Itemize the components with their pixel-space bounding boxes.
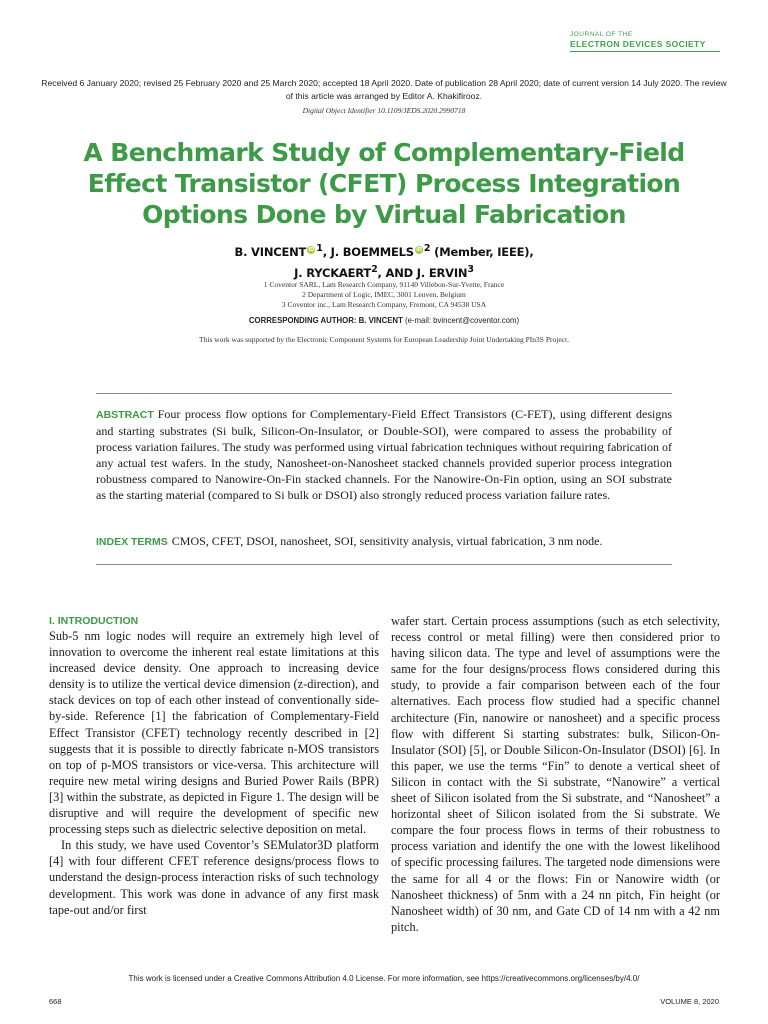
index-terms (96, 533, 672, 550)
author-list (40, 240, 728, 282)
author-affiliation-mark: 3 (467, 263, 474, 275)
journal-name-small: JOURNAL OF THE (570, 31, 633, 38)
page-number: 668 (49, 997, 62, 1006)
author-name: J. RYCKAERT (294, 265, 372, 280)
body-paragraph: Sub-5 nm logic nodes will require an extremely high level of innovation to overcome the inherent real estate limitations at this increased device density. One approach to increasing device density is to utilize the vertical device dimension (z-direction), and stack devices on top of each other instead of conventionally side-by-side. Reference [1] the fabrication of Complementary-Field Effect Transistor (CFET) technology recently described in [2] suggests that it is possible to directly fabricate n-MOS transistors on top of p-MOS transistors or vice-versa. This architecture will require new metal wiring designs and Buried Power Rails (BPR) [3] within the substrate, as depicted in Figure 1. The design will be disruptive and will require the development of specific new processing steps such as dielectric selective deposition on metal. (49, 629, 379, 837)
affiliation-line: 1 Coventor SARL, Lam Research Company, 91140 Villebon-Sur-Yvette, France (263, 280, 505, 289)
right-column (391, 613, 720, 935)
orcid-icon[interactable]: iD (308, 246, 314, 253)
body-paragraph: wafer start. Certain process assumptions (such as etch selectivity, recess control or metal filling) were then considered prior to having silicon data. The type and level of assumptions were the same for the four designs/process flows considered during this study, to provide a fair comparison between each of the four alternatives. Each process flow studied had a specific channel architecture (Fin, nanowire or nanosheet) and a specific process flow with different Si starting substrates: bulk, Silicon-On-Insulator (SOI) [5], or Double Silicon-On-Insulator (DSOI) [6]. In this paper, we use the terms “Fin” to denote a vertical sheet of Silicon in contact with the Si substrate, “Nanowire” a vertical sheet of Silicon isolated from the Si substrate, and “Nanosheet” a horizontal sheet of Silicon isolated from the Si substrate. We compare the four process flows in terms of their robustness to process variation and identify the one with the lowest likelihood of specific processing failures. The targeted node dimensions were the same for all 4 or the flows: Fin or Nanowire width (or Nanosheet thickness) of 5nm with a 24 nn pitch, Fin height (or Nanosheet width) of 30 nm, and Gate CD of 14 nm with a 42 nm pitch. (391, 614, 720, 934)
index-terms-label: INDEX TERMS (96, 536, 168, 548)
doi: Digital Object Identifier 10.1109/JEDS.2020.2990718 (302, 106, 466, 115)
abstract (96, 406, 672, 503)
abstract-bottom-rule (96, 564, 672, 565)
corresponding-author-email[interactable]: (e-mail: bvincent@coventor.com) (402, 316, 520, 325)
affiliations (40, 280, 728, 310)
received-dates: Received 6 January 2020; revised 25 February 2020 and 25 March 2020; accepted 18 April 2020. Date of publication 28 April 2020; date of current version 14 July 2020. The review of this article was arranged by Editor A. Khakifirooz. (41, 78, 727, 101)
paper-title: A Benchmark Study of Complementary-Field Effect Transistor (CFET) Process Integration Options Done by Virtual Fabrication (83, 138, 685, 229)
journal-rule (570, 51, 720, 52)
affiliation-line: 2 Department of Logic, IMEC, 3001 Leuven, Belgium (302, 290, 466, 299)
volume-year: VOLUME 8, 2020 (660, 997, 719, 1006)
abstract-label: ABSTRACT (96, 409, 154, 421)
author-affiliation-mark: 1 (316, 243, 323, 254)
author-affiliation-mark: 2 (423, 243, 431, 254)
journal-name: ELECTRON DEVICES SOCIETY (570, 39, 706, 49)
affiliation-line: 3 Coventor inc., Lam Research Company, Fremont, CA 94538 USA (281, 300, 487, 309)
abstract-top-rule (96, 393, 672, 394)
funding-note: This work was supported by the Electronic Component Systems for European Leadership Joint Undertaking PIn3S Project. (199, 335, 569, 344)
author-name: , J. BOEMMELS (322, 244, 414, 259)
author-affiliation-mark: 2 (371, 263, 378, 275)
body-paragraph: In this study, we have used Coventor’s SEMulator3D platform [4] with four different CFET reference designs/process flows to understand the design-process interaction risks of such technology development. This work was done in advance of any first mask tape-out and/or first (49, 838, 379, 917)
author-name: , AND J. ERVIN (377, 265, 468, 280)
license-notice: This work is licensed under a Creative Commons Attribution 4.0 License. For more information, see https://creativecommons.org/licenses/by/4.0/ (128, 974, 640, 983)
abstract-text: Four process flow options for Complementary-Field Effect Transistors (C-FET), using different designs and starting substrates (Si bulk, Silicon-On-Insulator, or Double-SOI), were compared to assess the probability of process variation failures. The study was performed using virtual fabrication techniques without requiring fabrication of any actual test wafers. In the study, Nanosheet-on-Nanosheet stacked channels provided superior process integration robustness compared to Nanowire-On-Fin stacked channels. For the Nanowire-On-Fin option, using an SOI substrate as the starting material (compared to Si bulk or DSOI) also strongly reduced process variation failure rates. (96, 407, 672, 502)
orcid-icon[interactable]: iD (416, 246, 422, 253)
index-terms-text: CMOS, CFET, DSOI, nanosheet, SOI, sensitivity analysis, virtual fabrication, 3 nm node. (171, 534, 603, 548)
journal-masthead (570, 31, 720, 52)
corresponding-author-label: CORRESPONDING AUTHOR: B. VINCENT (248, 316, 403, 325)
author-name: B. VINCENT (234, 244, 307, 259)
left-column (49, 613, 379, 918)
section-heading: I. INTRODUCTION (49, 615, 139, 627)
author-membership: (Member, IEEE), (430, 244, 534, 259)
corresponding-author (40, 316, 728, 325)
